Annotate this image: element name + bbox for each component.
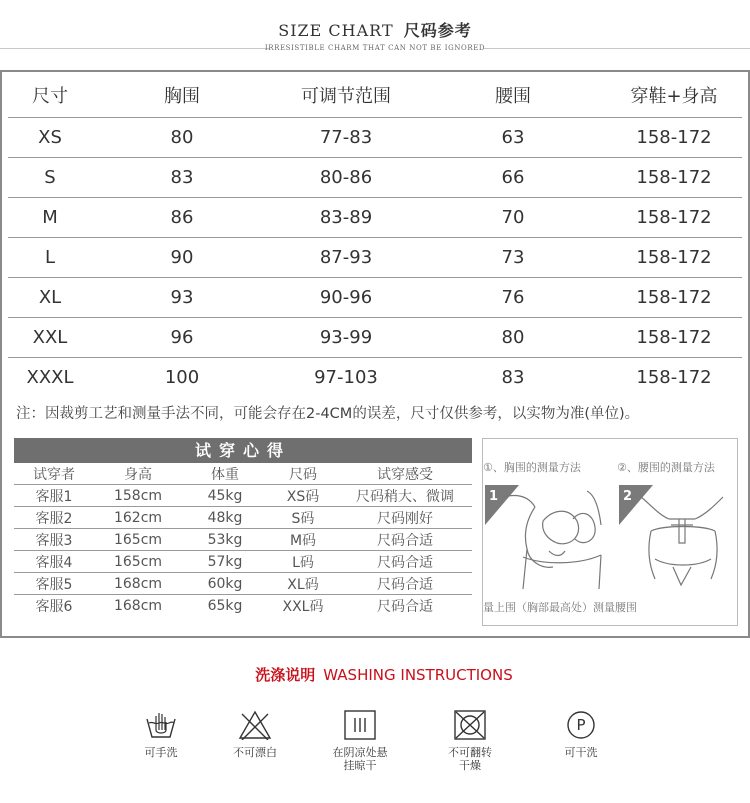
table-row [14, 507, 472, 529]
table-cell: 83 [92, 158, 272, 198]
try-on-header-row [14, 463, 472, 485]
table-cell: XL码 [268, 573, 338, 595]
size-chart-panel [0, 70, 750, 638]
hand-wash-icon [144, 710, 178, 740]
table-cell: XXL [8, 318, 92, 358]
table-cell: 尺码合适 [377, 598, 433, 615]
table-row [14, 573, 472, 595]
table-cell: 80-86 [272, 158, 420, 198]
table-cell: 96 [92, 318, 272, 358]
size-note: 注：因裁剪工艺和测量手法不同，可能会存在2-4CM的误差，尺寸仅供参考，以实物为准(单位)。 [16, 406, 640, 422]
table-cell: 客服5 [14, 573, 94, 595]
table-row [8, 238, 742, 278]
wash-item-no-bleach [205, 710, 305, 759]
wash-label: 可干洗 [564, 746, 598, 759]
measure-step-1-title: ①、胸围的测量方法 [483, 461, 581, 474]
table-cell: XS码 [268, 485, 338, 507]
header-cell: 试穿者 [14, 463, 94, 485]
table-row [8, 118, 742, 158]
header-cell: 体重 [182, 463, 268, 485]
wash-label: 在阴凉处悬挂晾干 [332, 746, 388, 772]
table-row [14, 485, 472, 507]
header-cell: 腰围 [420, 72, 606, 118]
table-cell: 70 [420, 198, 606, 238]
try-on-panel [14, 438, 472, 628]
table-cell: L码 [268, 551, 338, 573]
table-cell: 客服2 [14, 507, 94, 529]
table-cell: 尺码合适 [338, 529, 472, 551]
table-cell: 76 [420, 278, 606, 318]
table-cell: M码 [268, 529, 338, 551]
page-header [0, 0, 750, 60]
table-cell: 90-96 [272, 278, 420, 318]
table-cell: 86 [92, 198, 272, 238]
table-cell: 65kg [207, 597, 243, 614]
table-cell: 73 [420, 238, 606, 278]
table-cell: L [8, 238, 92, 278]
table-cell: 80 [92, 118, 272, 158]
table-cell: 93-99 [272, 318, 420, 358]
table-cell: 77-83 [272, 118, 420, 158]
table-cell: 90 [92, 238, 272, 278]
title-cn: 尺码参考 [403, 21, 472, 40]
table-cell: 165cm [94, 529, 182, 551]
table-row [8, 318, 742, 358]
page-title [0, 18, 750, 41]
table-row [14, 529, 472, 551]
table-cell: 97-103 [314, 367, 378, 388]
table-cell: 客服4 [14, 551, 94, 573]
table-cell: 48kg [182, 507, 268, 529]
table-cell: 165cm [94, 551, 182, 573]
no-bleach-icon [238, 710, 272, 740]
table-cell: 尺码合适 [338, 551, 472, 573]
wash-item-dry-clean [531, 710, 631, 759]
wash-item-no-tumble-dry [420, 710, 520, 772]
table-cell: 87-93 [272, 238, 420, 278]
table-cell: XXL码 [282, 598, 324, 615]
measure-step-2-title: ②、腰围的测量方法 [617, 461, 715, 474]
line-dry-shade-icon [343, 710, 377, 740]
table-cell: 158-172 [606, 118, 742, 158]
table-cell: XL [8, 278, 92, 318]
size-table [8, 72, 742, 397]
table-cell: S码 [268, 507, 338, 529]
table-row [8, 278, 742, 318]
table-cell: 158-172 [606, 158, 742, 198]
table-cell: S [8, 158, 92, 198]
step-1-badge-label: 1 [489, 489, 499, 504]
table-row [8, 358, 742, 398]
table-cell: XXXL [26, 367, 74, 388]
table-cell: 66 [420, 158, 606, 198]
table-cell: 83-89 [272, 198, 420, 238]
table-cell: 尺码合适 [338, 573, 472, 595]
table-cell: 158-172 [606, 278, 742, 318]
table-cell: 45kg [182, 485, 268, 507]
table-cell: 客服6 [35, 598, 73, 615]
wash-item-hand-wash [111, 710, 211, 759]
table-cell: 尺码稍大、微调 [338, 485, 472, 507]
header-cell: 试穿感受 [338, 463, 472, 485]
try-on-title: 试穿心得 [14, 438, 472, 463]
wash-item-line-dry [310, 710, 410, 772]
header-subtitle: IRRESISTIBLE CHARM THAT CAN NOT BE IGNORED [264, 44, 486, 52]
no-tumble-dry-icon [453, 710, 487, 740]
table-cell: 尺码刚好 [338, 507, 472, 529]
table-cell: 80 [420, 318, 606, 358]
header-cell: 尺码 [268, 463, 338, 485]
header-cell: 身高 [94, 463, 182, 485]
header-cell: 可调节范围 [272, 72, 420, 118]
wash-label: 不可漂白 [233, 746, 277, 759]
table-row [14, 595, 472, 617]
size-table-header [8, 72, 742, 118]
measure-panel [482, 438, 738, 626]
table-row [8, 158, 742, 198]
table-cell: 客服1 [14, 485, 94, 507]
dry-clean-letter: P [576, 716, 586, 734]
table-cell: 60kg [182, 573, 268, 595]
bust-figure-icon [503, 491, 601, 589]
header-cell: 穿鞋+身高 [606, 72, 742, 118]
table-cell: 93 [92, 278, 272, 318]
measure-caption: 量上围（胸部最高处）测量腰围 [483, 601, 637, 614]
wash-label: 不可翻转干燥 [448, 746, 492, 772]
table-row [8, 198, 742, 238]
header-cell: 胸围 [92, 72, 272, 118]
washing-title [0, 664, 750, 685]
title-en: SIZE CHART [278, 21, 394, 40]
table-cell: 53kg [182, 529, 268, 551]
table-cell: 158-172 [636, 367, 712, 388]
step-2-badge-label: 2 [623, 489, 633, 504]
table-cell: 168cm [94, 573, 182, 595]
table-cell: 63 [420, 118, 606, 158]
table-cell: 100 [164, 367, 200, 388]
table-cell: 57kg [182, 551, 268, 573]
table-cell: 158-172 [606, 198, 742, 238]
header-cell: 尺寸 [8, 72, 92, 118]
table-cell: 客服3 [14, 529, 94, 551]
washing-title-en: WASHING INSTRUCTIONS [323, 666, 513, 684]
table-cell: 158-172 [606, 318, 742, 358]
washing-title-cn: 洗涤说明 [255, 666, 316, 684]
table-cell: 158-172 [606, 238, 742, 278]
table-cell: 158cm [94, 485, 182, 507]
waist-figure-icon [641, 497, 723, 585]
table-cell: 83 [501, 367, 525, 388]
table-cell: 168cm [113, 597, 163, 614]
table-cell: M [8, 198, 92, 238]
table-cell: 162cm [94, 507, 182, 529]
wash-label: 可手洗 [144, 746, 178, 759]
try-on-table [14, 463, 472, 616]
table-cell: XS [8, 118, 92, 158]
table-row [14, 551, 472, 573]
